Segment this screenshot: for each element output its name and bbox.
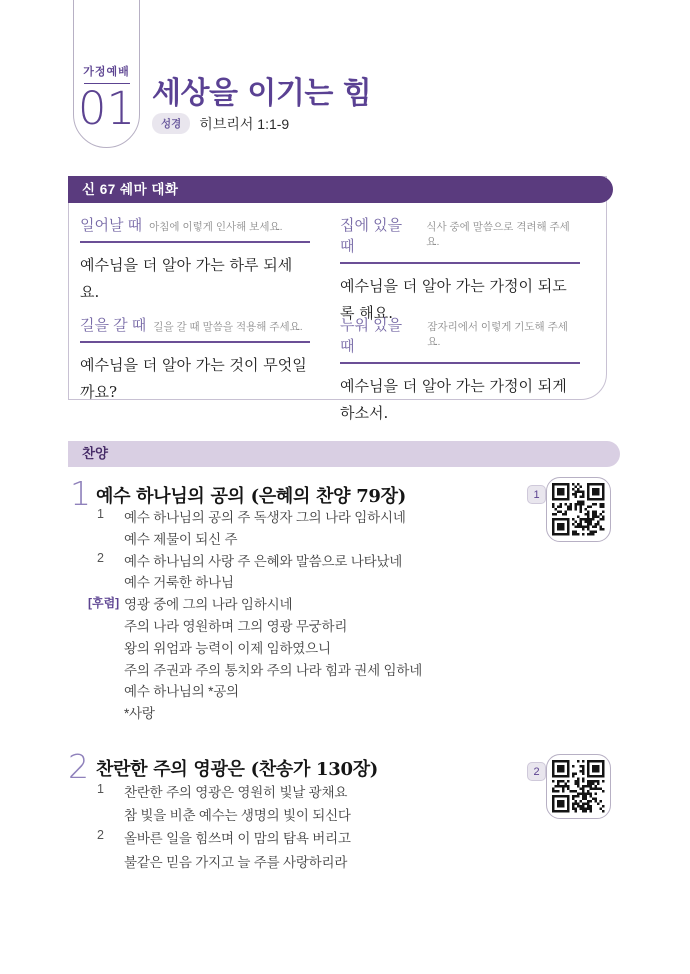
lesson-number: 01 [77, 82, 136, 135]
cell-label: 일어날 때 [80, 217, 143, 234]
cell-quote: 예수님을 더 알아 가는 하루 되세요. [80, 256, 293, 301]
shema-cell-wake-up [80, 214, 310, 306]
lyric-line [88, 550, 538, 572]
lyric-text: 예수 제물이 되신 주 [124, 531, 238, 547]
scripture-reference: 히브리서 1:1-9 [199, 115, 290, 132]
qr-number-chip: 1 [527, 485, 546, 504]
song-title: 예수 하나님의 공의 (은혜의 찬양 79장) [96, 486, 406, 507]
cell-hint: 잠자리에서 이렇게 기도해 주세요. [427, 321, 568, 348]
verse-marker [88, 804, 124, 805]
verse-marker [88, 571, 124, 572]
lyric-text: 주의 나라 영원하며 그의 영광 무궁하리 [124, 618, 348, 634]
cell-hint: 길을 갈 때 말씀을 적용해 주세요. [153, 321, 303, 333]
qr-code-icon [546, 477, 611, 542]
cell-header [80, 314, 310, 343]
cell-quote: 예수님을 더 알아 가는 것이 무엇일까요? [80, 356, 307, 401]
praise-section-header: 찬양 [68, 441, 620, 467]
lesson-number-badge [73, 0, 140, 148]
lyric-line [88, 593, 538, 615]
chorus-marker: [후렴] [88, 596, 120, 611]
lyric-line [88, 851, 538, 874]
lyric-line [88, 680, 538, 702]
verse-marker: 2 [97, 828, 104, 843]
cell-header [80, 214, 310, 243]
lyric-line [88, 571, 538, 593]
song-number: 1 [70, 474, 91, 513]
scripture-row [152, 113, 289, 134]
verse-marker [88, 528, 124, 529]
lyric-line [88, 827, 538, 850]
shema-section-header: 신 67 쉐마 대화 [68, 176, 613, 203]
song-number: 2 [68, 747, 89, 786]
lyric-text: 왕의 위엄과 능력이 이제 임하였으니 [124, 640, 331, 656]
cell-header [340, 214, 580, 264]
shema-cell-on-the-way [80, 314, 310, 406]
lyric-text: 찬란한 주의 영광은 영원히 빛날 광채요 [124, 785, 348, 800]
lyric-text: 영광 중에 그의 나라 임하시네 [124, 597, 293, 613]
lyric-text: 예수 하나님의 공의 주 독생자 그의 나라 임하시네 [124, 510, 406, 525]
cell-label: 집에 있을 때 [340, 217, 403, 255]
song-lyrics [88, 781, 538, 874]
lyric-text: 불같은 믿음 가지고 늘 주를 사랑하리라 [124, 854, 348, 870]
verse-marker [88, 659, 124, 660]
scripture-badge: 성경 [152, 113, 190, 134]
lyric-text: 예수 하나님의 사랑 주 은혜와 말씀으로 나타났네 [124, 553, 403, 569]
cell-quote: 예수님을 더 알아 가는 가정이 되게 하소서. [340, 377, 567, 422]
lyric-line [88, 637, 538, 659]
verse-marker [88, 637, 124, 638]
cell-quote: 예수님을 더 알아 가는 가정이 되도록 해요. [340, 277, 567, 322]
qr-number-chip: 2 [527, 762, 546, 781]
verse-marker: 1 [97, 507, 104, 521]
verse-marker [88, 702, 124, 703]
lyric-text: 주의 주권과 주의 통치와 주의 나라 힘과 권세 임하네 [124, 662, 423, 678]
qr-code-icon [546, 754, 611, 819]
verse-marker: 1 [97, 782, 104, 796]
shema-cell-at-home [340, 214, 580, 327]
lesson-category-label: 가정예배 [83, 66, 130, 78]
song-title: 찬란한 주의 영광은 (찬송가 130장) [96, 759, 379, 780]
verse-marker [88, 851, 124, 852]
page-title: 세상을 이기는 힘 [152, 76, 372, 111]
verse-marker [88, 680, 124, 681]
verse-marker [88, 615, 124, 616]
shema-cell-lying-down [340, 314, 580, 427]
verse-marker: 2 [97, 550, 104, 565]
lyric-line [88, 702, 538, 724]
lyric-line [88, 528, 538, 550]
lyric-line [88, 615, 538, 637]
cell-header [340, 314, 580, 364]
lyric-line [88, 804, 538, 827]
song-lyrics [88, 506, 538, 724]
cell-hint: 아침에 이렇게 인사해 보세요. [149, 221, 283, 233]
cell-hint: 식사 중에 말씀으로 격려해 주세요. [426, 221, 570, 248]
lyric-line [88, 781, 538, 804]
lyric-line [88, 659, 538, 681]
lyric-text: 참 빛을 비춘 예수는 생명의 빛이 되신다 [124, 808, 351, 824]
cell-label: 누워 있을 때 [340, 317, 403, 355]
lyric-text: *사랑 [124, 706, 155, 722]
lyric-text: 예수 거룩한 하나님 [124, 575, 234, 591]
lyric-text: 올바른 일을 힘쓰며 이 맘의 탐욕 버리고 [124, 831, 351, 847]
lyric-line [88, 506, 538, 528]
lyric-text: 예수 하나님의 *공의 [124, 684, 239, 700]
cell-label: 길을 갈 때 [80, 317, 147, 334]
